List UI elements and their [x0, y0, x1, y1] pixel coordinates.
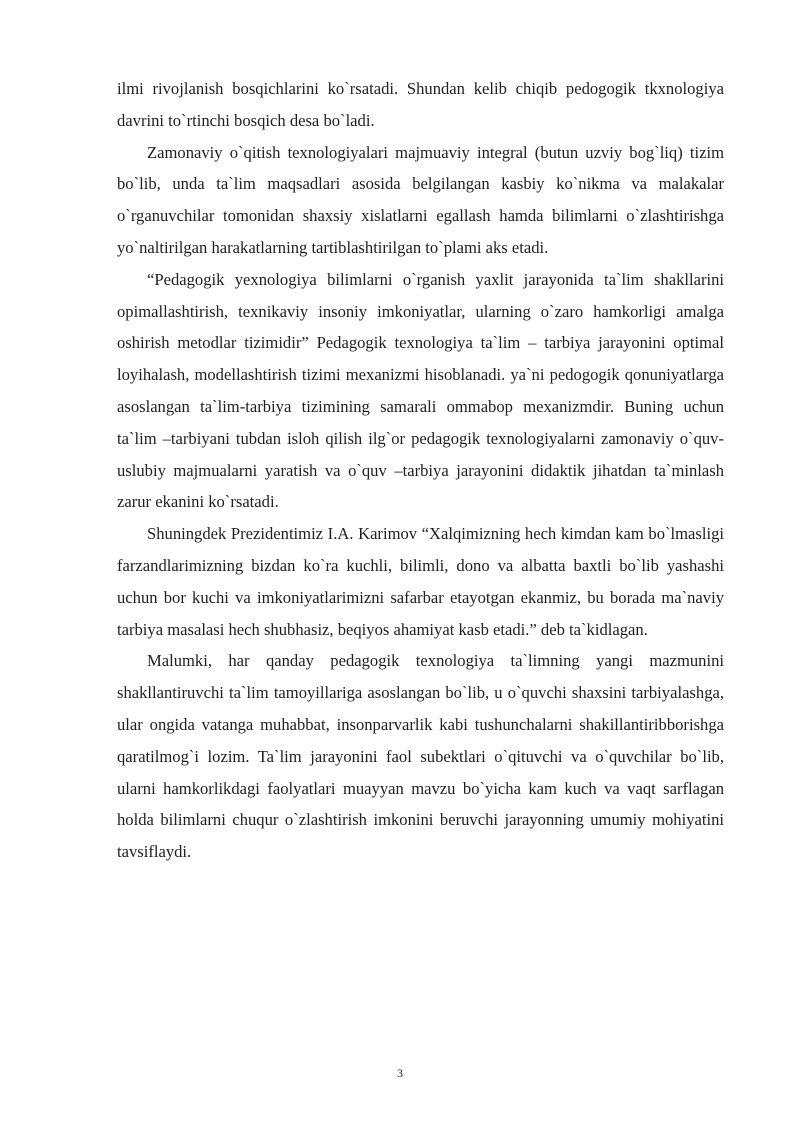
paragraph-pedagogical-principles: Malumki, har qanday pedagogik texnologiya ta`limning yangi mazmunini shakllantiruvchi ta`lim tamoyillariga asoslangan bo`lib, u o`quvchi shaxsini tarbiyalashga, ular ongida vatanga muhabbat, insonparvarlik kabi tushunchalarni shakillantiribborishga qaratilmog`i lozim. Ta`lim jarayonini faol subektlari o`qituvchi va o`quvchilar bo`lib, ularni hamkorlikdagi faolyatlari muayyan mavzu bo`yicha kam kuch va vaqt sarflagan holda bilimlarni chuqur o`zlashtirish imkonini beruvchi jarayonning umumiy mohiyatini tavsiflaydi.	[117, 651, 724, 862]
paragraph-continuation: ilmi rivojlanish bosqichlarini ko`rsatadi. Shundan kelib chiqib pedogogik tkxnologiya davrini to`rtinchi bosqich desa bo`ladi.	[117, 79, 724, 130]
paragraph-modern-technologies: Zamonaviy o`qitish texnologiyalari majmuaviy integral (butun uzviy bog`liq) tizim bo`lib, unda ta`lim maqsadlari asosida belgilangan kasbiy ko`nikma va malakalar o`rganuvchilar tomonidan shaxsiy xislatlarni egallash hamda bilimlarni o`zlashtirishga yo`naltirilgan harakatlarning tartiblashtirilgan to`plami aks etadi.	[117, 142, 724, 257]
document-body	[117, 73, 724, 868]
page-number: 3	[397, 1066, 403, 1080]
paragraph-president-quote: Shuningdek Prezidentimiz I.A. Karimov “Xalqimizning hech kimdan kam bo`lmasligi farzandlarimizning bizdan ko`ra kuchli, bilimli, dono va albatta baxtli bo`lib yashashi uchun bor kuchi va imkoniyatlarimizni safarbar etayotgan ekanmiz, bu borada ma`naviy tarbiya masalasi hech shubhasiz, beqiyos ahamiyat kasb etadi.” deb ta`kidlagan.	[117, 524, 724, 639]
paragraph-pedagogical-technology-definition: “Pedagogik yexnologiya bilimlarni o`rganish yaxlit jarayonida ta`lim shakllarini opimallashtirish, texnikaviy insoniy imkoniyatlar, ularning o`zaro hamkorligi amalga oshirish metodlar tizimidir” Pedagogik texnologiya ta`lim – tarbiya jarayonini optimal loyihalash, modellashtirish tizimi mexanizmi hisoblanadi. ya`ni pedogogik qonuniyatlarga asoslangan ta`lim-tarbiya tizimining samarali ommabop mexanizmdir. Buning uchun ta`lim –tarbiyani tubdan isloh qilish ilg`or pedagogik texnologiyalarni zamonaviy o`quv-uslubiy majmualarni yaratish va o`quv –tarbiya jarayonini didaktik jihatdan ta`minlash zarur ekanini ko`rsatadi.	[117, 269, 724, 512]
